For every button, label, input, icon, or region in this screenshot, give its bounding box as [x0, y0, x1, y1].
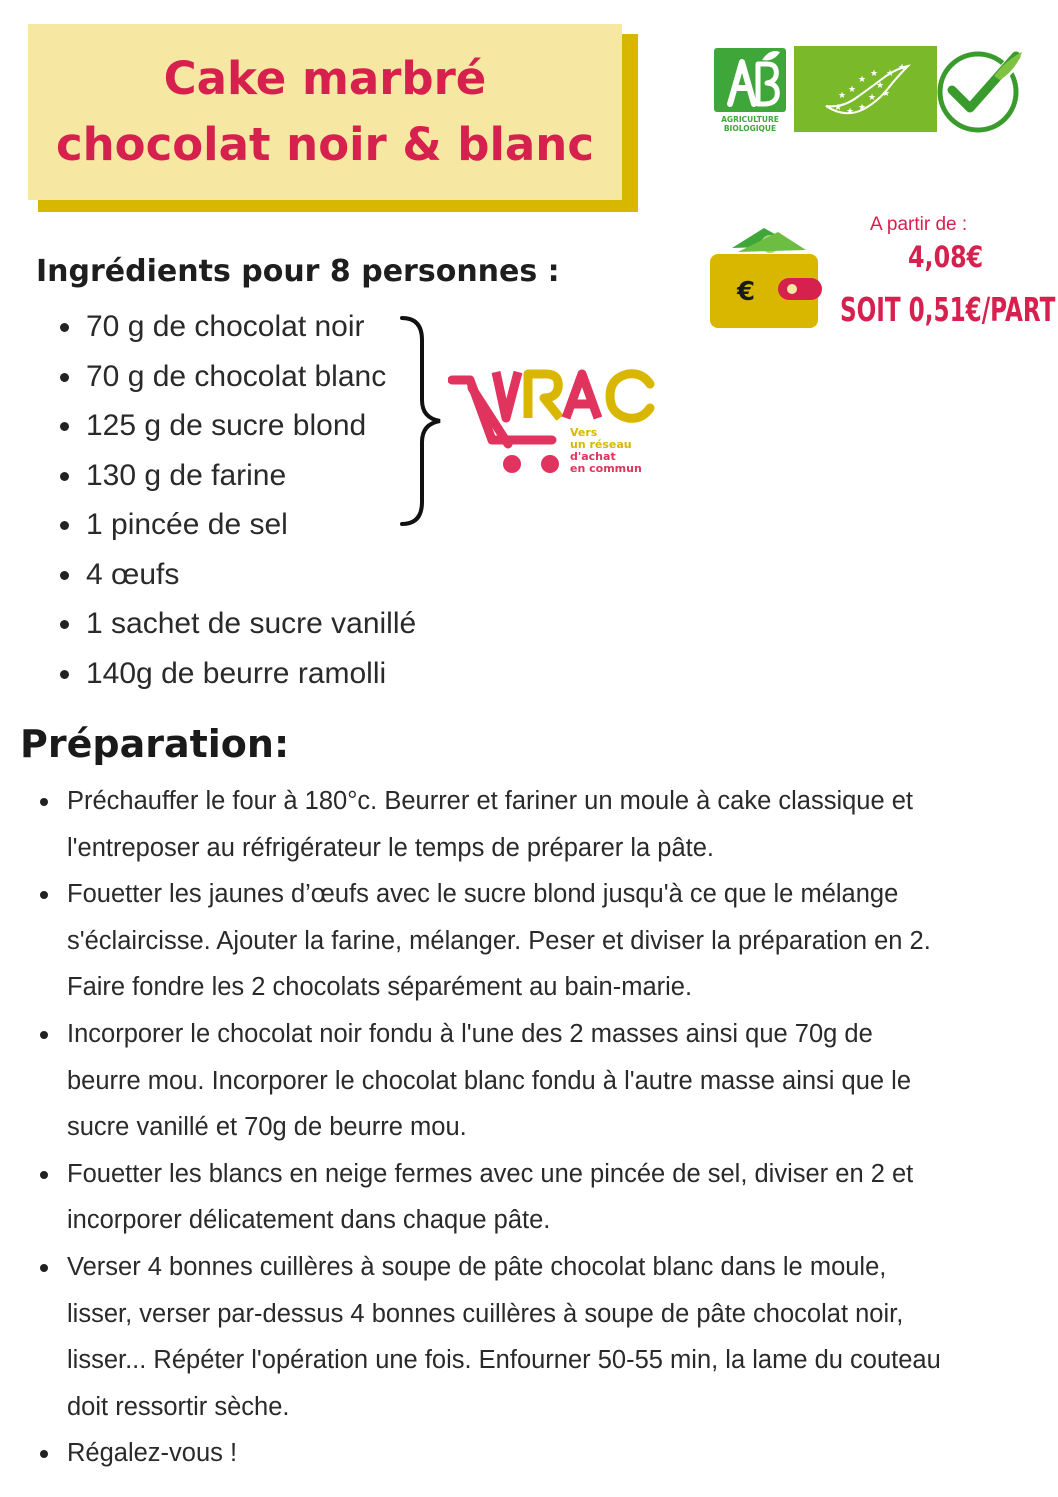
svg-text:★: ★: [838, 91, 847, 101]
curly-brace: [398, 314, 444, 528]
svg-text:★: ★: [858, 103, 867, 113]
price-from-label: A partir de :: [870, 214, 968, 235]
ingredient-item: 70 g de chocolat noir: [60, 302, 416, 352]
title-card: [28, 24, 622, 200]
ingredient-item: 140g de beurre ramolli: [60, 649, 416, 699]
ingredient-item: 1 pincée de sel: [60, 500, 416, 550]
preparation-heading: Préparation:: [20, 722, 290, 766]
ingredients-list: [60, 302, 416, 698]
ingredient-item: 70 g de chocolat blanc: [60, 352, 416, 402]
ingredient-item: 130 g de farine: [60, 451, 416, 501]
preparation-step: Régalez-vous !: [40, 1430, 1040, 1477]
recipe-title-line-2: chocolat noir & blanc: [55, 118, 595, 171]
preparation-steps: [40, 778, 1040, 1477]
ab-organic-logo: [712, 46, 788, 132]
svg-text:€: €: [736, 277, 756, 307]
svg-text:★: ★: [848, 85, 857, 95]
preparation-step: Incorporer le chocolat noir fondu à l'une des 2 masses ainsi que 70g de beurre mou. Incorporer le chocolat blanc fondu à l'autre masse ainsi que le sucre vanillé et 70g de beurre mou.: [40, 1011, 1040, 1151]
eu-organic-leaf-logo: [794, 46, 937, 132]
vrac-logo: [448, 362, 660, 478]
ingredient-item: 125 g de sucre blond: [60, 401, 416, 451]
svg-text:★: ★: [868, 93, 877, 103]
svg-text:un réseau: un réseau: [570, 438, 632, 451]
wallet-icon: [708, 224, 826, 330]
price-total: 4,08€: [908, 240, 984, 274]
svg-text:★: ★: [834, 103, 843, 113]
preparation-step: Préchauffer le four à 180°c. Beurrer et fariner un moule à cake classique et l'entreposer au réfrigérateur le temps de préparer la pâte.: [40, 778, 1040, 871]
ingredient-item: 4 œufs: [60, 550, 416, 600]
svg-text:★: ★: [876, 81, 885, 91]
svg-text:★: ★: [846, 107, 855, 117]
svg-text:★: ★: [882, 89, 891, 99]
svg-text:Vers: Vers: [570, 426, 598, 439]
svg-text:★: ★: [898, 63, 907, 73]
ingredients-heading: Ingrédients pour 8 personnes :: [36, 254, 560, 289]
price-per-part: SOIT 0,51€/PART: [840, 290, 1056, 329]
svg-text:d'achat: d'achat: [570, 450, 616, 463]
svg-text:BIOLOGIQUE: BIOLOGIQUE: [723, 124, 777, 132]
svg-text:★: ★: [858, 75, 867, 85]
svg-text:★: ★: [886, 69, 895, 79]
ingredient-item: 1 sachet de sucre vanillé: [60, 599, 416, 649]
preparation-step: Fouetter les jaunes d’œufs avec le sucre blond jusqu'à ce que le mélange s'éclaircisse. Ajouter la farine, mélanger. Peser et diviser la préparation en 2. Faire fondre les 2 chocolats séparément au bain-marie.: [40, 871, 1040, 1011]
recipe-title-line-1: Cake marbré: [163, 52, 487, 105]
svg-text:★: ★: [870, 69, 879, 79]
svg-text:en commun: en commun: [570, 462, 642, 475]
preparation-step: Verser 4 bonnes cuillères à soupe de pâte chocolat blanc dans le moule, lisser, verser par-dessus 4 bonnes cuillères à soupe de pâte chocolat noir, lisser... Répéter l'opération une fois. Enfourner 50-55 min, la lame du couteau doit ressortir sèche.: [40, 1244, 1040, 1430]
green-check-logo: [934, 44, 1026, 136]
svg-text:AGRICULTURE: AGRICULTURE: [721, 115, 779, 124]
preparation-step: Fouetter les blancs en neige fermes avec une pincée de sel, diviser en 2 et incorporer délicatement dans chaque pâte.: [40, 1151, 1040, 1244]
